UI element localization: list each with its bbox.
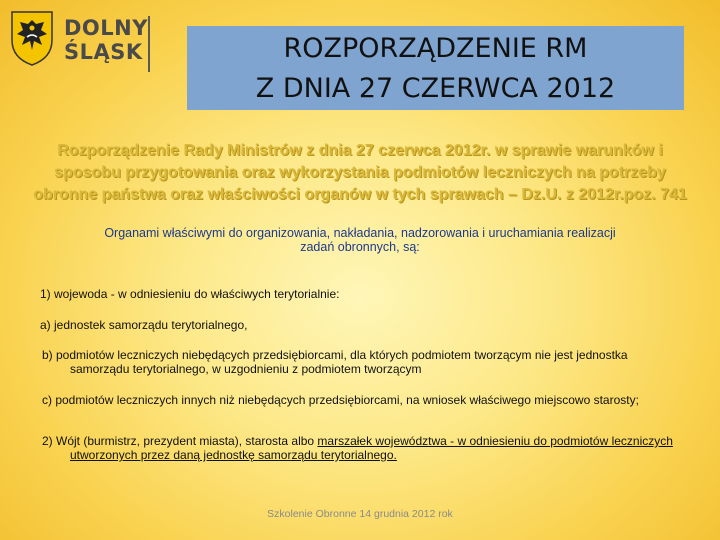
- item-1b: b) podmiotów leczniczych niebędących przedsiębiorcami, dla których podmiotem tworzącym nie jest jednostka samorządu terytorialnego, w uzgodnieniu z podmiotem tworzącym: [42, 348, 628, 376]
- lead-paragraph: Organami właściwymi do organizowania, nakładania, nadzorowania i uruchamiania realizacji zadań obronnych, są:: [104, 226, 616, 254]
- title-line-1: ROZPORZĄDZENIE RM: [283, 33, 588, 64]
- dolny-slask-logo: [8, 10, 158, 72]
- title-line-2: Z DNIA 27 CZERWCA 2012: [255, 73, 616, 104]
- item-2-underlined-text: marszałek województwa - w odniesieniu do podmiotów leczniczych utworzonych przez daną jednostkę samorządu terytorialnego.: [70, 434, 673, 462]
- item-2-wojt: [40, 434, 690, 462]
- item-2-text: 2) Wójt (burmistrz, prezydent miasta), starosta albo: [42, 434, 318, 448]
- item-1a: a) jednostek samorządu terytorialnego,: [40, 318, 248, 332]
- logo-divider: [148, 16, 150, 72]
- eagle-crest-icon: [8, 10, 56, 66]
- logo-text-line2: ŚLĄSK: [64, 40, 143, 64]
- item-1c: c) podmiotów leczniczych innych niż niebędących przedsiębiorcami, na wniosek właściwego miejscowo starosty;: [42, 393, 639, 407]
- title-banner: [187, 26, 684, 110]
- item-1-wojewoda: 1) wojewoda - w odniesieniu do właściwych terytorialnie:: [40, 287, 340, 301]
- regulation-subtitle: Rozporządzenie Rady Ministrów z dnia 27 czerwca 2012r. w sprawie warunków i sposobu przygotowania oraz wykorzystania podmiotów leczniczych na potrzeby obronne państwa oraz właściwości organów w tych sprawach – Dz.U. z 2012r.poz. 741: [33, 142, 687, 203]
- logo-text-line1: DOLNY: [64, 16, 148, 40]
- footer-caption: Szkolenie Obronne 14 grudnia 2012 rok: [267, 508, 453, 520]
